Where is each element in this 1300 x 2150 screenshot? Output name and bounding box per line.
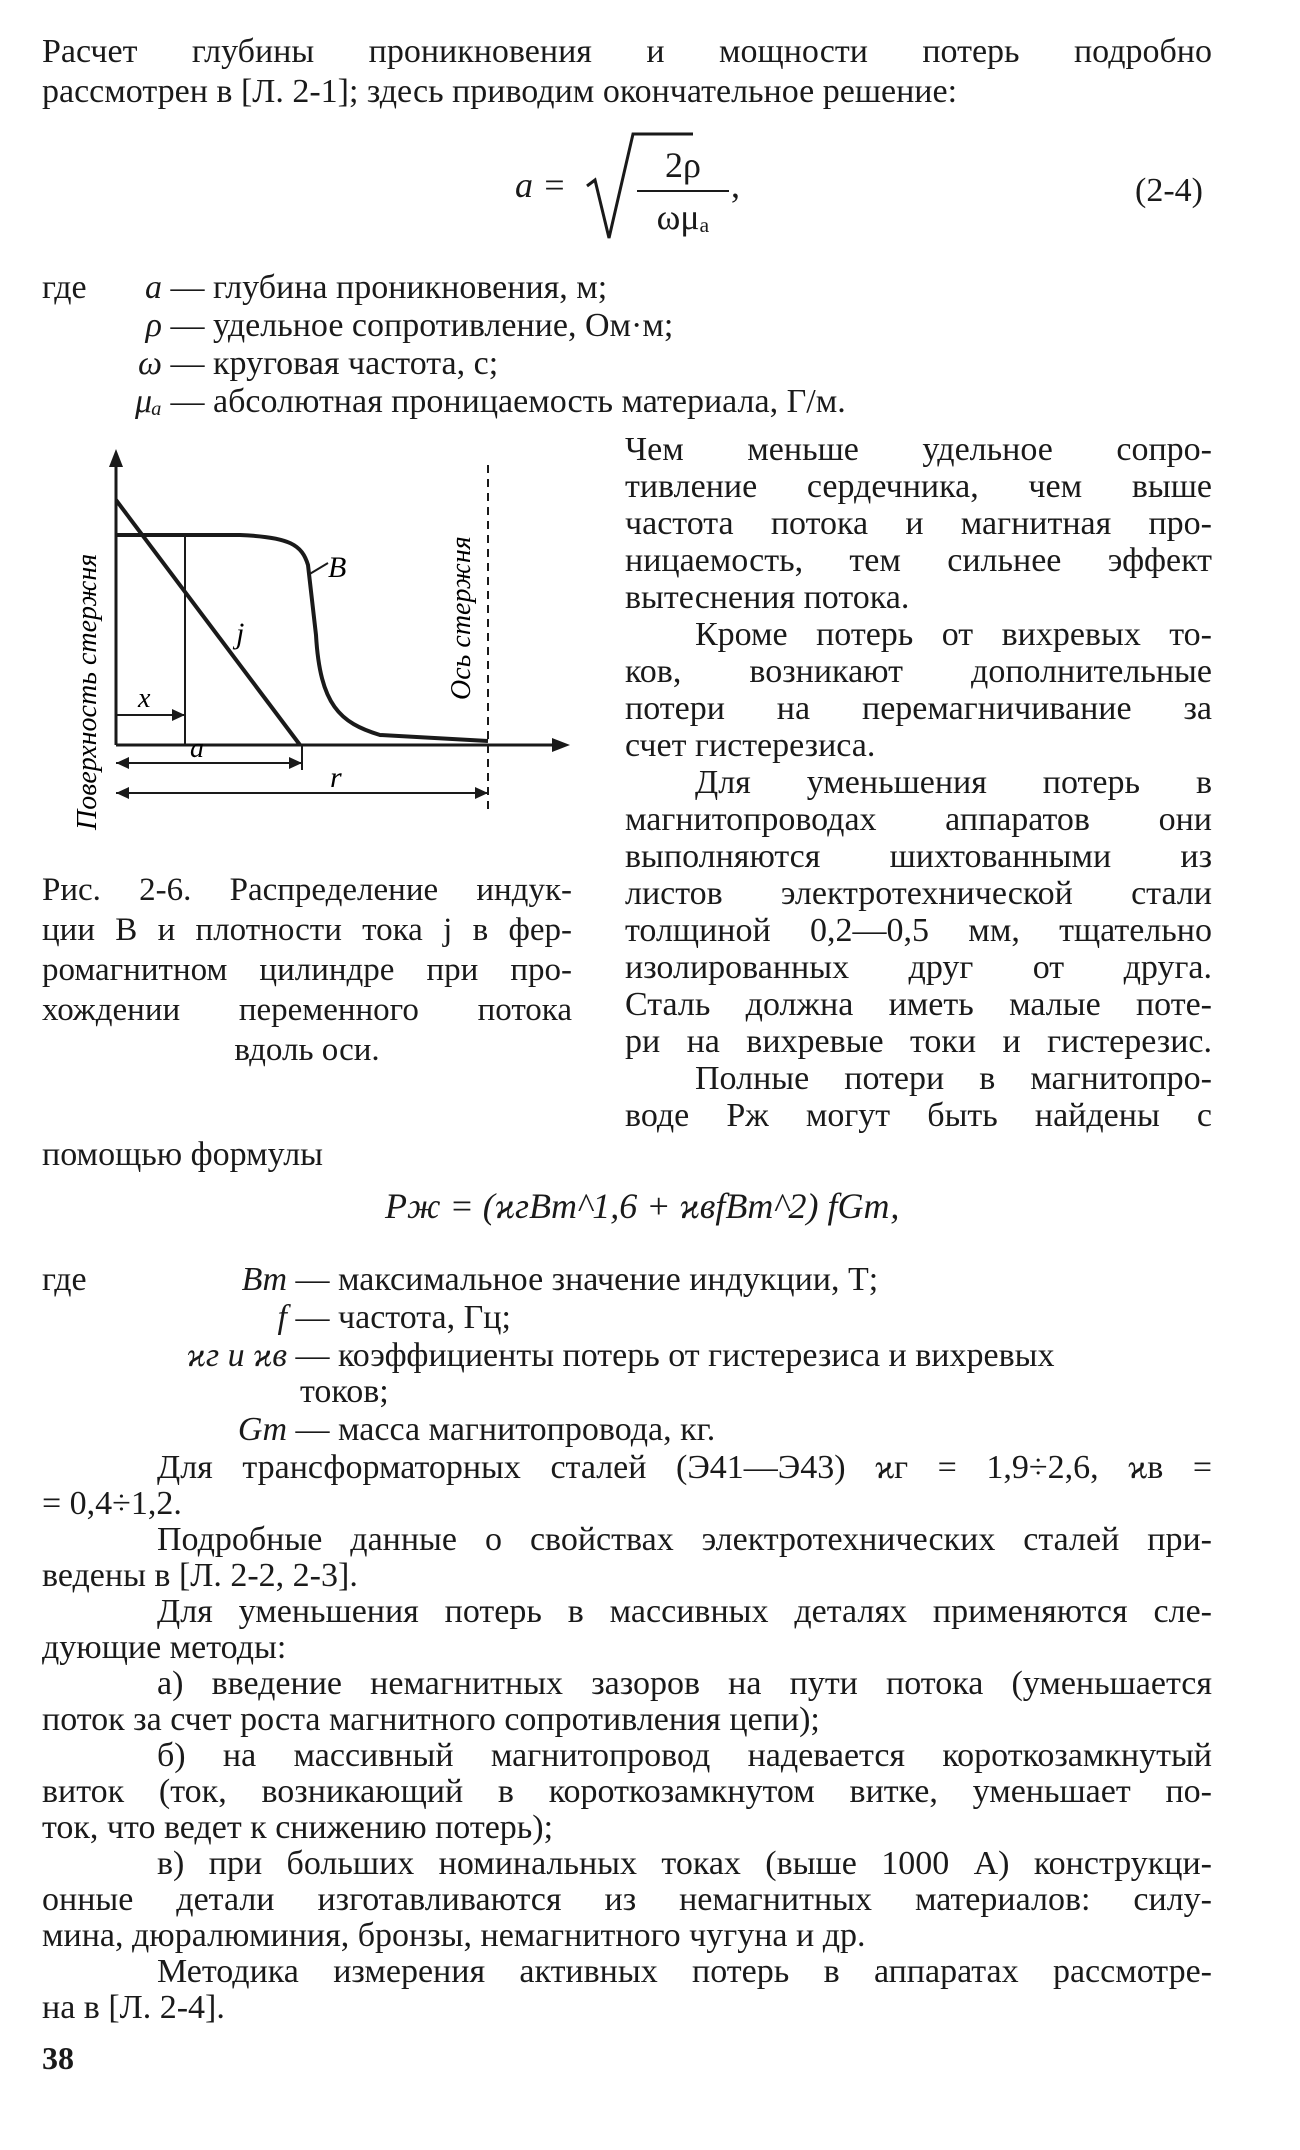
def-symbol: Gт xyxy=(237,1411,287,1448)
def-symbol: Bm xyxy=(241,1261,287,1298)
arrow-left-icon xyxy=(116,787,129,799)
label-B: B xyxy=(328,551,347,584)
arrow-right-icon xyxy=(552,738,570,752)
def-text: — круговая частота, с; xyxy=(170,345,499,382)
def-row-Bm xyxy=(42,1260,878,1300)
def-row-kappa xyxy=(42,1336,1212,1376)
def-row-f xyxy=(42,1298,511,1338)
body-line: онные детали изготавливаются из немагнитных материалов: силу- xyxy=(42,1881,1212,1918)
right-line: тивление сердечника, чем выше xyxy=(625,468,1212,505)
arrow-right-icon xyxy=(475,787,488,799)
def-prefix: где xyxy=(42,1261,87,1298)
body-line: на в [Л. 2-4]. xyxy=(42,1989,225,2026)
equation-number: (2-4) xyxy=(1135,172,1203,209)
arrow-up-icon xyxy=(109,449,123,467)
formula-depth xyxy=(515,128,815,248)
body-line: ведены в [Л. 2-2, 2-3]. xyxy=(42,1557,358,1594)
arrow-left-icon xyxy=(116,757,129,769)
label-x: x xyxy=(138,683,151,714)
right-line: Кроме потерь от вихревых то- xyxy=(695,616,1212,653)
def-text: — коэффициенты потерь от гистерезиса и вихревых xyxy=(295,1337,1055,1374)
figure-caption xyxy=(42,870,572,1070)
label-j: j xyxy=(236,617,245,650)
def-text: — частота, Гц; xyxy=(295,1299,511,1336)
def-text: — глубина проникновения, м; xyxy=(170,269,608,306)
right-line: воде Pж могут быть найдены с xyxy=(625,1097,1212,1134)
caption-line: ромагнитном цилиндре при про- xyxy=(42,952,572,988)
caption-line: хождении переменного потока xyxy=(42,992,572,1028)
right-line: ри на вихревые токи и гистерезис. xyxy=(625,1023,1212,1060)
right-line: листов электротехнической стали xyxy=(625,875,1212,912)
def-row-G xyxy=(42,1410,715,1450)
def-text: — удельное сопротивление, Ом·м; xyxy=(170,307,674,344)
label-surface: Поверхность стержня xyxy=(72,553,103,830)
body-line: поток за счет роста магнитного сопротивления цепи); xyxy=(42,1701,820,1738)
intro-line-2: рассмотрен в [Л. 2-1]; здесь приводим окончательное решение: xyxy=(42,73,958,110)
right-line: ницаемость, тем сильнее эффект xyxy=(625,542,1212,579)
def-symbol: f xyxy=(277,1299,287,1336)
body-line: дующие методы: xyxy=(42,1629,287,1666)
right-line: вытеснения потока. xyxy=(625,579,910,616)
body-line: Для уменьшения потерь в массивных деталях применяются сле- xyxy=(157,1593,1212,1630)
arrow-right-icon xyxy=(172,709,185,721)
body-line: = 0,4÷1,2. xyxy=(42,1485,182,1522)
right-line: толщиной 0,2—0,5 мм, тщательно xyxy=(625,912,1212,949)
right-line: счет гистерезиса. xyxy=(625,727,876,764)
right-line: потери на перемагничивание за xyxy=(625,690,1212,727)
def-row-omega xyxy=(42,344,498,384)
formula-lead: помощью формулы xyxy=(42,1136,323,1173)
label-rod-axis: Ось стержня xyxy=(446,536,477,700)
formula-depth-comma: , xyxy=(731,165,740,205)
def-row-a xyxy=(42,268,607,308)
label-a: a xyxy=(190,733,204,764)
right-line: частота потока и магнитная про- xyxy=(625,505,1212,542)
def-symbol: ρ xyxy=(145,307,162,344)
def-row-rho xyxy=(42,306,673,346)
formula-depth-denominator: ωμₐ xyxy=(656,197,710,237)
def-prefix: где xyxy=(42,269,87,306)
body-line: виток (ток, возникающий в короткозамкнутом витке, уменьшает по- xyxy=(42,1773,1212,1810)
formula-depth-numerator: 2ρ xyxy=(665,145,701,185)
body-line: Методика измерения активных потерь в аппаратах рассмотре- xyxy=(157,1953,1212,1990)
caption-line: Рис. 2-6. Распределение индук- xyxy=(42,872,572,908)
caption-line: ции B и плотности тока j в фер- xyxy=(42,912,572,948)
fraction-bar xyxy=(637,190,729,192)
body-line: ток, что ведет к снижению потерь); xyxy=(42,1809,554,1846)
body-line: Для трансформаторных сталей (Э41—Э43) ϰг = 1,9÷2,6, ϰв = xyxy=(157,1449,1212,1486)
def-symbol: ϰг и ϰв xyxy=(186,1337,287,1374)
def-text: — абсолютная проницаемость материала, Г/м. xyxy=(170,383,846,420)
right-line: выполняются шихтованными из xyxy=(625,838,1212,875)
body-line: Подробные данные о свойствах электротехнических сталей при- xyxy=(157,1521,1212,1558)
figure-2-6 xyxy=(40,445,600,855)
body-line: б) на массивный магнитопровод надевается короткозамкнутый xyxy=(157,1737,1212,1774)
def-text: — масса магнитопровода, кг. xyxy=(295,1411,716,1448)
right-line: магнитопроводах аппаратов они xyxy=(625,801,1212,838)
right-line: изолированных друг от друга. xyxy=(625,949,1212,986)
body-line: мина, дюралюминия, бронзы, немагнитного чугуна и др. xyxy=(42,1917,866,1954)
arrow-right-icon xyxy=(289,757,302,769)
right-line: Сталь должна иметь малые поте- xyxy=(625,986,1212,1023)
formula-losses: Pж = (ϰгBm^1,6 + ϰвfBm^2) fGт, xyxy=(385,1186,900,1226)
page-number: 38 xyxy=(42,2040,74,2076)
intro-line-1: Расчет глубины проникновения и мощности потерь подробно xyxy=(42,33,1212,70)
right-line: Чем меньше удельное сопро- xyxy=(625,431,1212,468)
caption-line: вдоль оси. xyxy=(234,1032,380,1068)
def-row-mu xyxy=(42,382,846,422)
def-text: — максимальное значение индукции, Т; xyxy=(295,1261,879,1298)
body-line: а) введение немагнитных зазоров на пути потока (уменьшается xyxy=(157,1665,1212,1702)
def-symbol: a xyxy=(145,269,162,306)
def-symbol: ω xyxy=(137,345,162,382)
label-r: r xyxy=(330,761,342,794)
right-line: Для уменьшения потерь в xyxy=(695,764,1212,801)
def-symbol: μₐ xyxy=(134,383,162,420)
formula-depth-lhs: a = xyxy=(515,165,567,205)
curve-B xyxy=(116,535,488,741)
right-line: Полные потери в магнитопро- xyxy=(695,1060,1212,1097)
body-line: в) при больших номинальных токах (выше 1000 А) конструкци- xyxy=(157,1845,1212,1882)
def-row-kappa-cont: токов; xyxy=(300,1373,389,1410)
right-line: ков, возникают дополнительные xyxy=(625,653,1212,690)
